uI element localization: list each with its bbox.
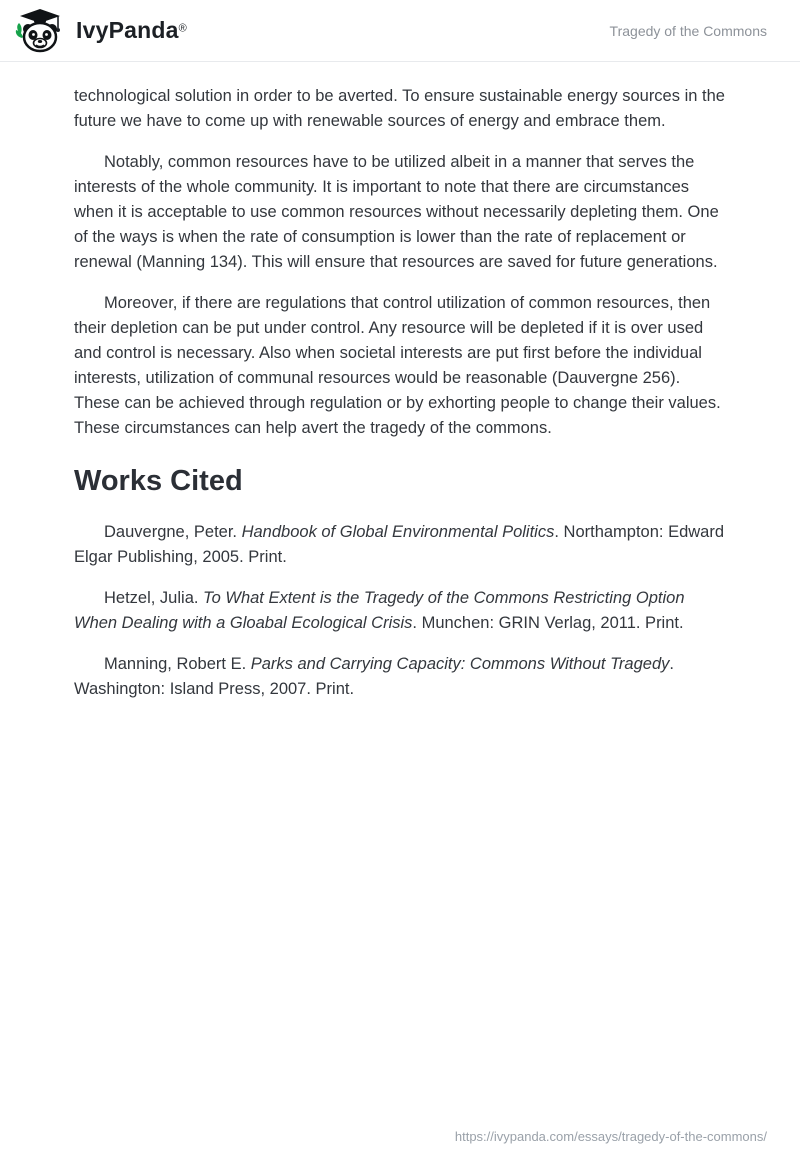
citation-title: Parks and Carrying Capacity: Commons Without Tragedy [250, 655, 670, 673]
paragraph: Notably, common resources have to be utilized albeit in a manner that serves the interests of the whole community. It is important to note that there are circumstances when it is acceptable to use common resources without necessarily depleting them. One of the ways is when the rate of consumption is lower than the rate of replacement or renewal (Manning 134). This will ensure that resources are saved for future generations. [74, 153, 719, 271]
citation-author: Manning, Robert E. [104, 655, 251, 673]
ivypanda-logo[interactable] [14, 8, 187, 54]
citation-title: To What Extent is the Tragedy of the Commons Restricting Option When Dealing with a Gloabal Ecological Crisis [74, 589, 685, 632]
document-body [0, 62, 800, 718]
document-title: Tragedy of the Commons [609, 22, 767, 39]
citation-entry [74, 520, 726, 570]
registered-trademark: ® [178, 22, 187, 35]
page-footer [0, 1128, 800, 1160]
paragraph: Moreover, if there are regulations that control utilization of common resources, then their depletion can be put under control. Any resource will be depleted if it is over used and control is necessary. Also when societal interests are put first before the individual interests, utilization of communal resources would be reasonable (Dauvergne 256). These can be achieved through regulation or by exhorting people to change their values. These circumstances can help avert the tragedy of the commons. [74, 294, 721, 437]
citation-publisher: . Munchen: GRIN Verlag, 2011. Print. [412, 614, 684, 632]
citation-author: Dauvergne, Peter. [104, 523, 242, 541]
citation-publisher: . Washington: Island Press, 2007. Print. [74, 655, 674, 698]
citation-title: Handbook of Global Environmental Politics [241, 523, 555, 541]
brand-name: IvyPanda® [76, 17, 187, 43]
citation-entry [74, 652, 726, 702]
source-url-link[interactable]: https://ivypanda.com/essays/tragedy-of-the-commons/ [454, 1129, 767, 1144]
citation-author: Hetzel, Julia. [104, 589, 204, 607]
paragraph: technological solution in order to be averted. To ensure sustainable energy sources in the future we have to come up with renewable sources of energy and embrace them. [74, 87, 725, 130]
panda-graduation-cap-icon [14, 8, 66, 54]
citation-publisher: . Northampton: Edward Elgar Publishing, 2005. Print. [74, 523, 725, 566]
citation-entry [74, 586, 726, 636]
page-header [0, 0, 800, 62]
works-cited-heading: Works Cited [74, 465, 243, 497]
